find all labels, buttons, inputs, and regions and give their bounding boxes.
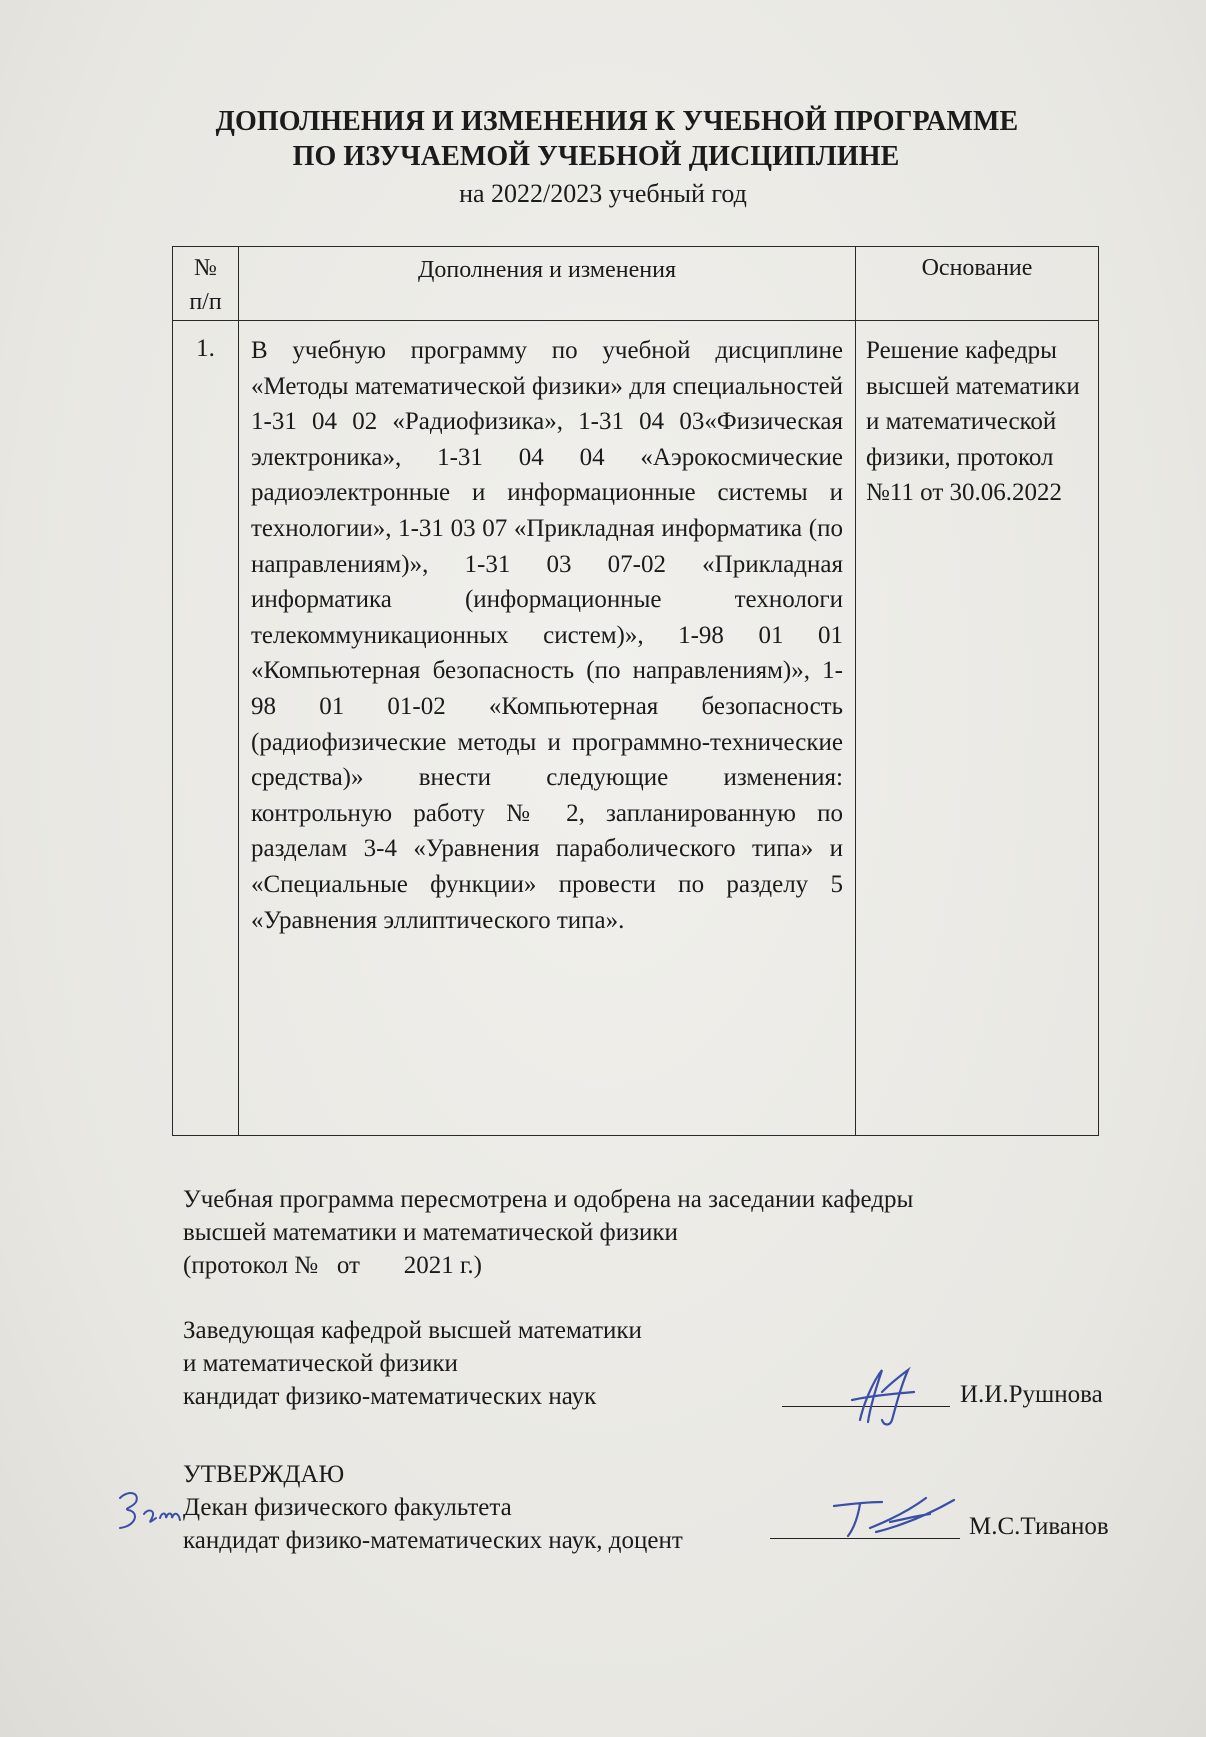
review-line3: (протокол № от 2021 г.) bbox=[183, 1252, 482, 1279]
table-row bbox=[173, 321, 1099, 1136]
head-line1: Заведующая кафедрой высшей математики bbox=[183, 1317, 642, 1344]
head-name: И.И.Рушнова bbox=[960, 1381, 1103, 1408]
header-changes: Дополнения и изменения bbox=[239, 247, 856, 321]
approval-block bbox=[183, 1458, 883, 1557]
dean-signature bbox=[830, 1492, 960, 1542]
amendments-table bbox=[172, 246, 1099, 1136]
review-block bbox=[183, 1183, 1083, 1282]
head-line3: кандидат физико-математических наук bbox=[183, 1383, 597, 1410]
row-basis-text: Решение кафедры высшей математики и математической физики, протокол №11 от 30.06.2022 bbox=[856, 321, 1099, 1136]
header-number bbox=[173, 247, 239, 321]
document-title-line2: ПО ИЗУЧАЕМОЙ УЧЕБНОЙ ДИСЦИПЛИНЕ bbox=[292, 141, 900, 172]
approval-line2: Декан физического факультета bbox=[183, 1494, 512, 1521]
table-header-row bbox=[173, 247, 1099, 321]
header-number-abbrev: п/п bbox=[189, 289, 222, 315]
head-of-department-block bbox=[183, 1314, 783, 1413]
header-number-symbol: № bbox=[194, 255, 217, 281]
row-changes-text: В учебную программу по учебной дисциплине «Методы математической физики» для специальностей 1-31 04 02 «Радиофизика», 1-31 04 03«Физическая электроника», 1-31 04 04 «Аэрокосмические радиоэлектронные и информационные системы и технологии», 1-31 03 07 «Прикладная информатика (по направлениям)», 1-31 03 07-02 «Прикладная информатика (информационные технологи телекоммуникационных систем)», 1-98 01 01 «Компьютерная безопасность (по направлениям)», 1-98 01 01-02 «Компьютерная безопасность (радиофизические методы и программно-технические средства)» внести следующие изменения: контрольную работу № 2, запланированную по разделам 3-4 «Уравнения параболического типа» и «Специальные функции» провести по разделу 5 «Уравнения эллиптического типа». bbox=[239, 321, 856, 1136]
row-number: 1. bbox=[173, 321, 239, 1136]
document-title-line1: ДОПОЛНЕНИЯ И ИЗМЕНЕНИЯ К УЧЕБНОЙ ПРОГРАММЕ bbox=[215, 106, 1019, 137]
head-signature bbox=[830, 1362, 940, 1432]
approval-line1: УТВЕРЖДАЮ bbox=[183, 1461, 345, 1488]
dean-name: М.С.Тиванов bbox=[969, 1513, 1109, 1540]
handwritten-note bbox=[114, 1484, 194, 1534]
head-line2: и математической физики bbox=[183, 1350, 458, 1377]
approval-line3: кандидат физико-математических наук, доцент bbox=[183, 1527, 683, 1554]
review-line2: высшей математики и математической физики bbox=[183, 1219, 678, 1246]
document-subtitle: на 2022/2023 учебный год bbox=[459, 179, 747, 208]
review-line1: Учебная программа пересмотрена и одобрена на заседании кафедры bbox=[183, 1186, 914, 1213]
header-basis: Основание bbox=[856, 247, 1099, 321]
